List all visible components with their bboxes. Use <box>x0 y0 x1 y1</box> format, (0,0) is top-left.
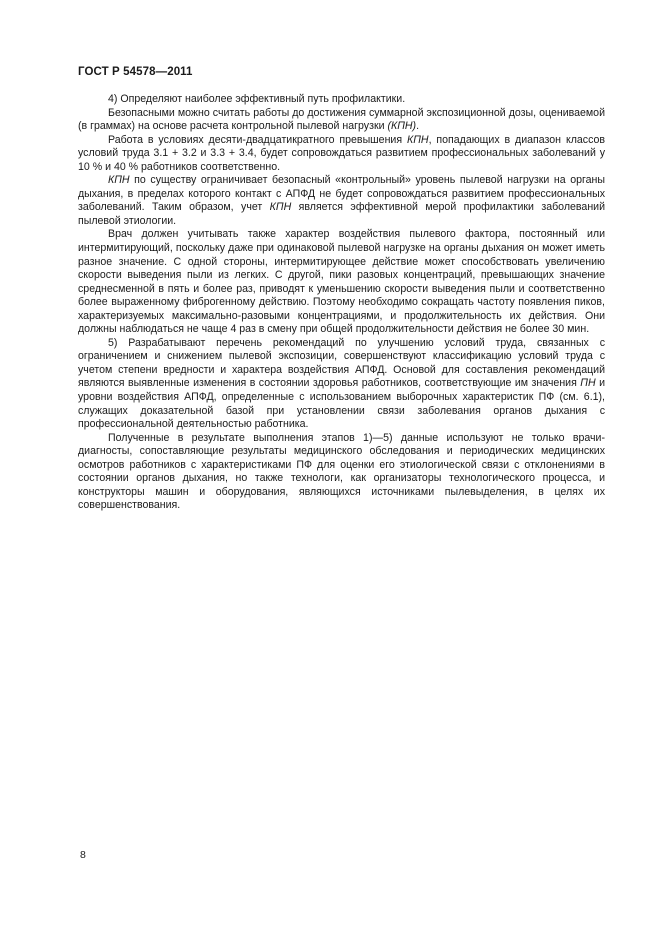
text-run: и уровни воздействия АПФД, определенные с использованием выборочных характеристик ПФ (см. 6.1), служащих доказательной базой при установлении связи заболевания органов дыхания с профессиональной деятельностью работника. <box>78 377 605 431</box>
paragraph-exposure-character <box>78 228 605 336</box>
text-run: . <box>416 120 420 133</box>
term-kpn: КПН <box>269 201 292 214</box>
paragraph-results-usage <box>78 432 605 513</box>
text-run: Врач должен учитывать также характер воздействия пылевого фактора, постоянный или интермитирующий, поскольку даже при одинаковой пылевой нагрузке на органы дыхания он может иметь разное значение. С одной стороны, интермитирующее действие может способствовать увеличению скорости выведения пыли из легких. С другой, пики разовых концентраций, превышающих значение среднесменной в пять и более раз, приводят к уменьшению скорости выведения пыли и соответственно более выраженному фиброгенному действию. Поэтому необходимо сокращать частоту появления пиков, характеризуемых максимально-разовыми концентрациями, и продолжительность их действия. Они должны наблюдаться не чаще 4 раз в смену при общей продолжительности действия не более 30 мин. <box>78 228 605 336</box>
paragraph-excess-kpn <box>78 134 605 175</box>
term-pn: ПН <box>580 377 596 390</box>
page-number: 8 <box>80 849 86 861</box>
paragraph-kpn-limit <box>78 174 605 228</box>
body-text <box>78 93 605 513</box>
paragraph-safe-dose <box>78 107 605 134</box>
text-run: Работа в условиях десяти-двадцатикратного превышения <box>108 133 407 146</box>
text-run: , попадающих в диапазон классов условий труда 3.1 + 3.2 и 3.3 + 3.4, будет сопровождаться развитием профессиональных заболеваний у 10 % и 40 % работников соответственно. <box>78 133 605 173</box>
term-kpn: КПН <box>406 133 429 146</box>
text-run: Полученные в результате выполнения этапов 1)—5) данные используют не только врачи-диагносты, сопоставляющие результаты медицинского обследования и периодических медицинских осмотров работников с характеристиками ПФ для оценки его этиологической связи с отклонениями в состоянии органов дыхания, но также технологи, как организаторы технологического процесса, и конструкторы машин и оборудования, являющихся источниками пылевыделения, в целях их совершенствования. <box>78 431 605 512</box>
text-run: 4) Определяют наиболее эффективный путь профилактики. <box>108 93 406 105</box>
text-run: Безопасными можно считать работы до достижения суммарной экспозиционной дозы, оцениваемой (в граммах) на основе расчета контрольной пылевой нагрузки <box>78 106 605 133</box>
document-header: ГОСТ Р 54578—2011 <box>78 66 193 78</box>
text-run: по существу ограничивает безопасный «контрольный» уровень пылевой нагрузки на органы дыхания, в пределах которого контакт с АПФД не будет сопровождаться развитием профессиональных заболеваний. Таким образом, учет <box>78 174 605 214</box>
text-run: является эффективной мерой профилактики заболеваний пылевой этиологии. <box>78 201 606 227</box>
text-run: 5) Разрабатывают перечень рекомендаций по улучшению условий труда, связанных с ограничением и снижением пылевой экспозиции, совершенствуют классификацию условий труда с учетом степени вредности и характера воздействия АПФД. Основой для составления рекомендаций являются выявленные изменения в состоянии здоровья работников, соответствующие им значения <box>78 336 605 390</box>
term-kpn: (КПН) <box>387 120 417 133</box>
paragraph-step-4 <box>78 93 605 107</box>
term-kpn: КПН <box>108 174 130 187</box>
paragraph-step-5 <box>78 337 605 432</box>
